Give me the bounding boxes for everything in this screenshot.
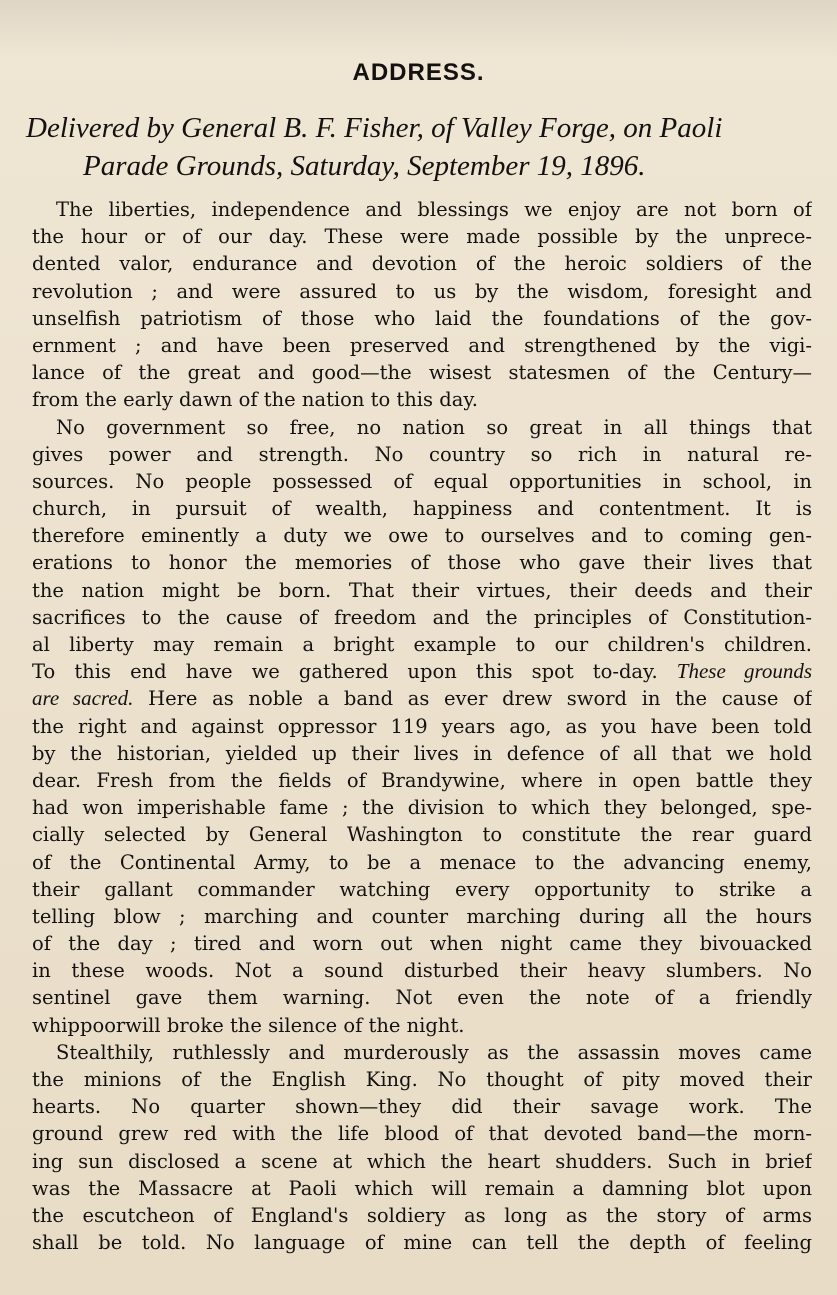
body-line: therefore eminently a duty we owe to ourselves and to coming gen- (32, 524, 812, 548)
body-line (32, 658, 812, 685)
body-line: the escutcheon of England's soldiery as long as the story of arms (32, 1203, 812, 1227)
body-line: sacrifices to the cause of freedom and the principles of Constitution- (32, 605, 812, 629)
body-line: erations to honor the memories of those who gave their lives that (32, 551, 812, 575)
body-line: their gallant commander watching every opportunity to strike a (32, 877, 812, 901)
body-line: Stealthily, ruthlessly and murderously as the assassin moves came (56, 1040, 812, 1064)
body-line: the nation might be born. That their virtues, their deeds and their (32, 578, 812, 602)
body-line: ernment ; and have been preserved and strengthened by the vigi- (32, 333, 812, 357)
body-line: lance of the great and good—the wisest statesmen of the Century— (32, 361, 812, 385)
body-line: the minions of the English King. No thought of pity moved their (32, 1068, 812, 1091)
body-line: revolution ; and were assured to us by the wisdom, foresight and (32, 279, 812, 303)
body-line: The liberties, independence and blessings we enjoy are not born of (56, 198, 812, 221)
body-line: sentinel gave them warning. Not even the note of a friendly (32, 986, 812, 1010)
address-body (32, 196, 812, 1256)
body-line: dear. Fresh from the fields of Brandywine, where in open battle they (32, 768, 812, 792)
body-line: from the early dawn of the nation to this day. (32, 388, 478, 412)
body-line: unselfish patriotism of those who laid the foundations of the gov- (32, 306, 812, 330)
body-line: shall be told. No language of mine can tell the depth of feeling (32, 1231, 812, 1255)
show-through-bleed (0, 0, 837, 58)
body-line: was the Massacre at Paoli which will remain a damning blot upon (32, 1176, 812, 1200)
subtitle-line-1: Delivered by General B. F. Fisher, of Valley Forge, on Paoli (26, 112, 723, 144)
body-line: whippoorwill broke the silence of the night. (32, 1013, 465, 1037)
subtitle-line-2: Parade Grounds, Saturday, September 19, 1896. (83, 150, 646, 182)
body-line: gives power and strength. No country so rich in natural re- (32, 442, 812, 466)
body-line: telling blow ; marching and counter marching during all the hours (32, 904, 812, 928)
body-line: ground grew red with the life blood of that devoted band—the morn- (32, 1122, 812, 1146)
body-line: the right and against oppressor 119 years ago, as you have been told (32, 714, 812, 738)
body-line-segment: To this end have we gathered upon this spot to-day. (32, 660, 658, 684)
body-line: in these woods. Not a sound disturbed their heavy slumbers. No (32, 959, 812, 983)
body-line: dented valor, endurance and devotion of the heroic soldiers of the (32, 252, 812, 276)
body-line: ing sun disclosed a scene at which the heart shudders. Such in brief (32, 1149, 812, 1173)
italic-phrase: These grounds (676, 659, 812, 684)
body-line: had won imperishable fame ; the division to which they belonged, spe- (32, 796, 812, 820)
body-line: by the historian, yielded up their lives in defence of all that we hold (32, 741, 812, 765)
body-line: sources. No people possessed of equal opportunities in school, in (32, 469, 812, 493)
italic-phrase: are sacred. (32, 686, 134, 711)
body-line: of the day ; tired and worn out when night came they bivouacked (32, 932, 812, 956)
body-line: church, in pursuit of wealth, happiness and contentment. It is (32, 497, 812, 521)
body-line: hearts. No quarter shown—they did their savage work. The (32, 1095, 812, 1119)
body-line (32, 685, 812, 712)
body-line: the hour or of our day. These were made possible by the unprece- (32, 225, 812, 249)
body-line: No government so free, no nation so great in all things that (56, 415, 812, 439)
page-title: ADDRESS. (352, 59, 485, 86)
body-line-segment: Here as noble a band as ever drew sword in the cause of (148, 687, 812, 711)
body-line: of the Continental Army, to be a menace to the advancing enemy, (32, 850, 812, 874)
body-line: cially selected by General Washington to constitute the rear guard (32, 823, 812, 847)
body-line: al liberty may remain a bright example to our children's children. (32, 633, 812, 656)
